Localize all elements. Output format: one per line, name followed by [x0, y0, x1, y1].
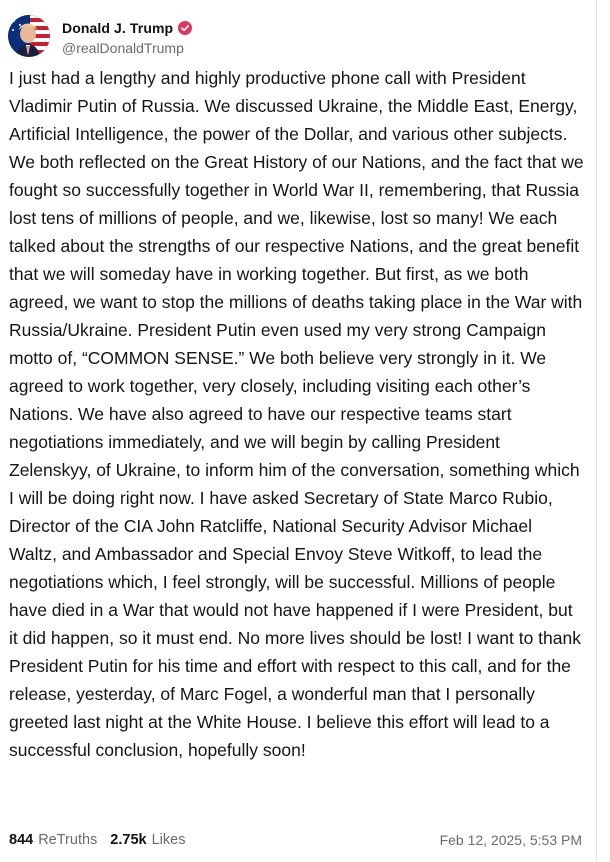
post-header: [8, 12, 192, 60]
post-stats: [9, 832, 198, 848]
retruths-stat[interactable]: [9, 832, 97, 848]
author-handle[interactable]: @realDonaldTrump: [62, 39, 184, 56]
verified-badge-icon: [178, 21, 192, 35]
likes-count: 2.75k: [110, 832, 147, 848]
avatar[interactable]: [8, 15, 50, 57]
author-names: [62, 17, 192, 56]
post-footer: [9, 826, 582, 854]
retruths-count: 844: [9, 832, 34, 848]
retruths-label: ReTruths: [38, 832, 98, 848]
likes-label: Likes: [151, 832, 186, 848]
avatar-image: [8, 15, 50, 57]
post-body-text: I just had a lengthy and highly productive phone call with President Vladimir Putin of Russia. We discussed Ukraine, the Middle East, Energy, Artificial Intelligence, the power of the Dollar, and various other subjects. We both reflected on the Great History of our Nations, and the fact that we fought so successfully together in World War II, remembering, that Russia lost tens of millions of people, and we, likewise, lost so many! We each talked about the strengths of our respective Nations, and the great benefit that we will someday have in working together. But first, as we both agreed, we want to stop the millions of deaths taking place in the War with Russia/Ukraine. President Putin even used my very strong Campaign motto of, “COMMON SENSE.” We both believe very strongly in it. We agreed to work together, very closely, including visiting each other’s Nations. We have also agreed to have our respective teams start negotiations immediately, and we will begin by calling President Zelenskyy, of Ukraine, to inform him of the conversation, something which I will be doing right now. I have asked Secretary of State Marco Rubio, Director of the CIA John Ratcliffe, National Security Advisor Michael Waltz, and Ambassador and Special Envoy Steve Witkoff, to lead the negotiations which, I feel strongly, will be successful. Millions of people have died in a War that would not have happened if I were President, but it did happen, so it must end. No more lives should be lost! I want to thank President Putin for his time and effort with respect to this call, and for the release, yesterday, of Marc Fogel, a wonderful man that I personally greeted last night at the White House. I believe this effort will lead to a successful conclusion, hopefully soon!: [9, 68, 584, 760]
author-display-name[interactable]: Donald J. Trump: [62, 19, 174, 36]
post-timestamp[interactable]: Feb 12, 2025, 5:53 PM: [439, 832, 582, 848]
name-row: [62, 17, 192, 39]
likes-stat[interactable]: [110, 832, 185, 848]
